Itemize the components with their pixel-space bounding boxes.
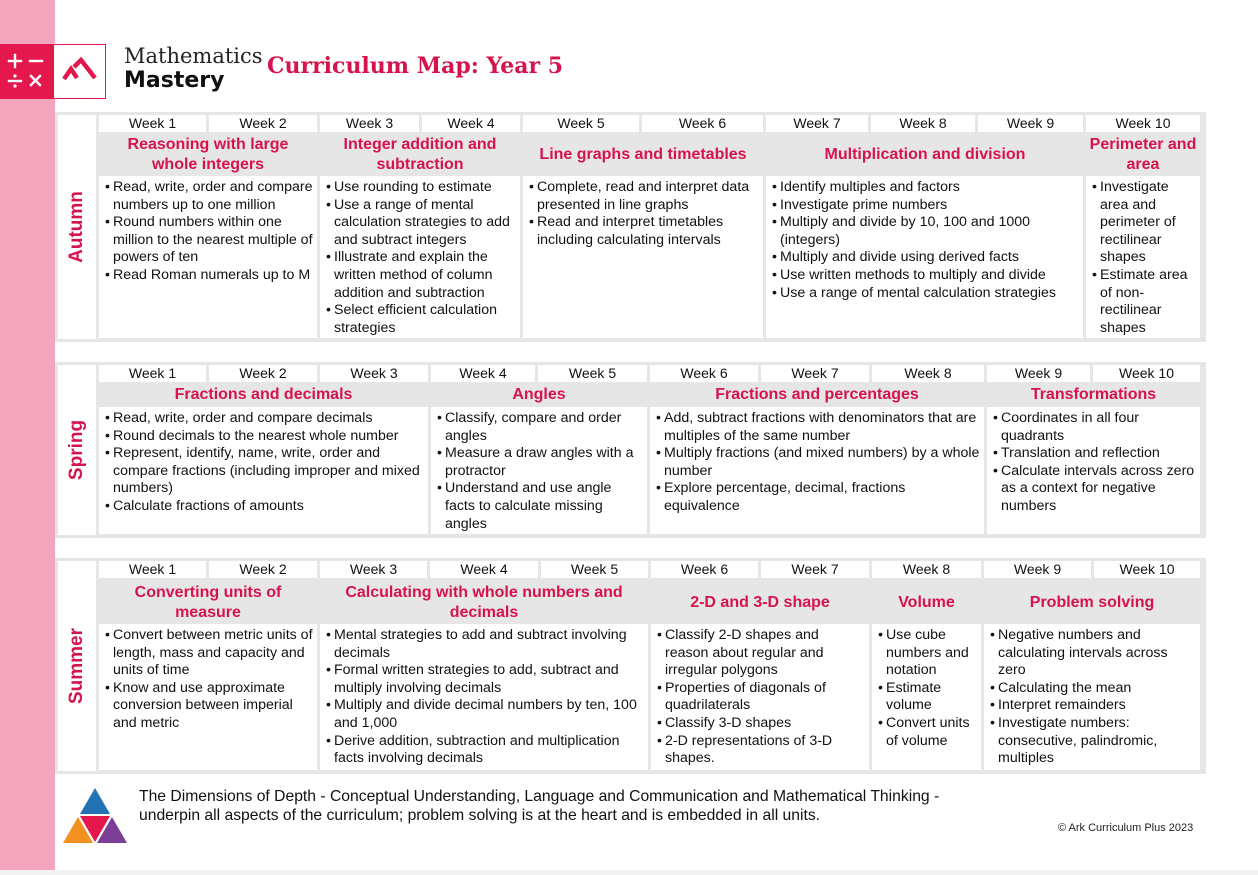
bullet-point: • Multiply fractions (and mixed numbers) by a whole number: [656, 445, 980, 480]
page-title: Curriculum Map: Year 5: [267, 53, 564, 79]
week-label: Week 6: [642, 115, 763, 132]
bullet-point: • Read Roman numerals up to M: [105, 267, 313, 285]
week-label: Week 5: [523, 115, 639, 132]
bullet-point: • Read, write, order and compare decimals: [105, 410, 424, 428]
bullet-point: • Use a range of mental calculation strategies: [772, 285, 1079, 303]
unit-content-cell: [984, 624, 1200, 770]
side-strip: [0, 0, 55, 870]
bullet-point: • Derive addition, subtraction and multiplication facts involving decimals: [326, 733, 644, 768]
unit-title: Angles: [512, 386, 566, 403]
unit-content-cell: [99, 407, 428, 534]
unit-title: Fractions and decimals: [174, 386, 353, 403]
unit-points: [529, 179, 759, 249]
season-label-autumn: Autumn: [58, 115, 96, 339]
unit-title: Integer addition and subtraction: [343, 136, 497, 173]
bullet-point: • Mental strategies to add and subtract involving decimals: [326, 627, 644, 662]
unit-title: Volume: [898, 594, 955, 611]
footer-note: The Dimensions of Depth - Conceptual Understanding, Language and Communication and Mathematical Thinking - underpin all aspects of the curriculum; problem solving is at the heart and is embedded in all units.: [139, 788, 940, 824]
unit-title: Transformations: [1030, 386, 1157, 403]
bullet-point: • Calculate intervals across zero as a context for negative numbers: [993, 463, 1196, 516]
dimensions-of-depth-triangle-logo: [58, 787, 132, 854]
unit-content-cell: [651, 624, 869, 770]
week-label: Week 6: [651, 561, 758, 578]
week-label: Week 8: [871, 115, 975, 132]
season-autumn: [55, 112, 1206, 342]
bullet-point: • Interpret remainders: [990, 697, 1196, 715]
bullet-point: • Explore percentage, decimal, fractions equivalence: [656, 480, 980, 515]
bullet-point: • Classify 3-D shapes: [657, 715, 865, 733]
unit-content-cell: [99, 624, 317, 770]
bullet-point: • Use a range of mental calculation strategies to add and subtract integers: [326, 197, 516, 250]
unit-title: Calculating with whole numbers and decimals: [345, 584, 623, 621]
week-label: Week 5: [538, 365, 647, 382]
week-label: Week 9: [987, 365, 1090, 382]
unit-title: Multiplication and division: [824, 146, 1026, 163]
bottom-rule: [0, 870, 1258, 875]
bullet-point: • Investigate numbers: consecutive, palindromic, multiples: [990, 715, 1196, 768]
bullet-point: • Complete, read and interpret data presented in line graphs: [529, 179, 759, 214]
week-label: Week 3: [320, 365, 428, 382]
bullet-point: • Represent, identify, name, write, order and compare fractions (including improper and mixed numbers): [105, 445, 424, 498]
unit-points: [990, 627, 1196, 768]
unit-points: [437, 410, 643, 533]
unit-content-cell: [987, 407, 1200, 534]
week-label: Week 7: [766, 115, 868, 132]
unit-title: Reasoning with large whole integers: [127, 136, 289, 173]
unit-points: [326, 179, 516, 337]
week-label: Week 2: [209, 115, 317, 132]
week-header-row: [55, 365, 1206, 382]
week-label: Week 7: [761, 365, 869, 382]
week-label: Week 8: [872, 365, 984, 382]
unit-points: [656, 410, 980, 516]
bullet-point: • Investigate prime numbers: [772, 197, 1079, 215]
week-label: Week 5: [541, 561, 648, 578]
unit-content-cell: [523, 176, 763, 338]
copyright: © Ark Curriculum Plus 2023: [1058, 822, 1194, 834]
week-label: Week 6: [650, 365, 758, 382]
bullet-point: • Illustrate and explain the written method of column addition and subtraction: [326, 249, 516, 302]
season-spring: [55, 362, 1206, 538]
unit-title: Perimeter and area: [1089, 136, 1197, 173]
bullet-point: • Translation and reflection: [993, 445, 1196, 463]
bullet-point: • Multiply and divide by 10, 100 and 1000 (integers): [772, 214, 1079, 249]
unit-title: Converting units of measure: [134, 584, 282, 621]
week-label: Week 4: [430, 561, 538, 578]
week-label: Week 4: [431, 365, 535, 382]
bullet-point: • Use cube numbers and notation: [878, 627, 977, 680]
bullet-point: • Investigate area and perimeter of rectilinear shapes: [1092, 179, 1196, 267]
bullet-point: • Calculate fractions of amounts: [105, 498, 424, 516]
bullet-point: • Identify multiples and factors: [772, 179, 1079, 197]
bullet-point: • Multiply and divide decimal numbers by ten, 100 and 1,000: [326, 697, 644, 732]
unit-points: [326, 627, 644, 768]
unit-points: [657, 627, 865, 768]
week-label: Week 10: [1094, 561, 1200, 578]
unit-points: [1092, 179, 1196, 337]
unit-title: Fractions and percentages: [715, 386, 919, 403]
operators-icon: [0, 44, 53, 99]
bullet-point: • Negative numbers and calculating intervals across zero: [990, 627, 1196, 680]
bullet-point: • Use rounding to estimate: [326, 179, 516, 197]
week-label: Week 1: [99, 365, 206, 382]
unit-points: [772, 179, 1079, 302]
week-label: Week 9: [978, 115, 1083, 132]
unit-points: [105, 627, 313, 733]
week-label: Week 7: [761, 561, 869, 578]
unit-content-cell: [872, 624, 981, 770]
bullet-point: • Know and use approximate conversion between imperial and metric: [105, 680, 313, 733]
unit-title: Line graphs and timetables: [539, 146, 747, 163]
bullet-point: • Estimate area of non-rectilinear shapes: [1092, 267, 1196, 337]
week-label: Week 3: [320, 115, 419, 132]
week-label: Week 2: [209, 561, 317, 578]
week-header-row: [55, 561, 1206, 578]
bullet-point: • Estimate volume: [878, 680, 977, 715]
week-label: Week 8: [872, 561, 981, 578]
unit-content-cell: [650, 407, 984, 534]
week-label: Week 3: [320, 561, 427, 578]
math-operators-logo: [0, 44, 106, 99]
brand-line1: Mathematics: [124, 44, 263, 68]
unit-content-cell: [320, 176, 520, 338]
bullet-point: • Properties of diagonals of quadrilaterals: [657, 680, 865, 715]
week-label: Week 10: [1093, 365, 1200, 382]
season-label-summer: Summer: [58, 561, 96, 771]
unit-content-cell: [431, 407, 647, 534]
bullet-point: • Formal written strategies to add, subtract and multiply involving decimals: [326, 662, 644, 697]
bullet-point: • Read, write, order and compare numbers up to one million: [105, 179, 313, 214]
unit-points: [105, 179, 313, 285]
week-label: Week 4: [422, 115, 520, 132]
brand-wordmark: [124, 46, 263, 92]
bullet-point: • Round numbers within one million to the nearest multiple of powers of ten: [105, 214, 313, 267]
week-label: Week 2: [209, 365, 317, 382]
brand-line2: Mastery: [124, 68, 225, 93]
unit-content-cell: [1086, 176, 1200, 338]
bullet-point: • Classify, compare and order angles: [437, 410, 643, 445]
bullet-point: • Round decimals to the nearest whole number: [105, 428, 424, 446]
bullet-point: • Select efficient calculation strategies: [326, 302, 516, 337]
unit-points: [105, 410, 424, 516]
bullet-point: • Understand and use angle facts to calculate missing angles: [437, 480, 643, 533]
bullet-point: • Convert between metric units of length, mass and capacity and units of time: [105, 627, 313, 680]
bullet-point: • Add, subtract fractions with denominators that are multiples of the same number: [656, 410, 980, 445]
week-label: Week 1: [99, 561, 206, 578]
bullet-point: • Multiply and divide using derived facts: [772, 249, 1079, 267]
bullet-point: • Calculating the mean: [990, 680, 1196, 698]
bullet-point: • 2-D representations of 3-D shapes.: [657, 733, 865, 768]
bullet-point: • Convert units of volume: [878, 715, 977, 750]
unit-points: [993, 410, 1196, 516]
week-header-row: [55, 115, 1206, 132]
mastery-mark-icon: [53, 44, 106, 99]
bullet-point: • Use written methods to multiply and divide: [772, 267, 1079, 285]
season-summer: [55, 558, 1206, 774]
bullet-point: • Coordinates in all four quadrants: [993, 410, 1196, 445]
unit-content-cell: [320, 624, 648, 770]
week-label: Week 9: [984, 561, 1091, 578]
season-label-spring: Spring: [58, 365, 96, 535]
bullet-point: • Classify 2-D shapes and reason about regular and irregular polygons: [657, 627, 865, 680]
unit-content-cell: [766, 176, 1083, 338]
unit-points: [878, 627, 977, 750]
unit-title: 2-D and 3-D shape: [690, 594, 830, 611]
bullet-point: • Measure a draw angles with a protractor: [437, 445, 643, 480]
unit-content-cell: [99, 176, 317, 338]
bullet-point: • Read and interpret timetables including calculating intervals: [529, 214, 759, 249]
week-label: Week 10: [1086, 115, 1200, 132]
week-label: Week 1: [99, 115, 206, 132]
unit-title: Problem solving: [1029, 594, 1155, 611]
